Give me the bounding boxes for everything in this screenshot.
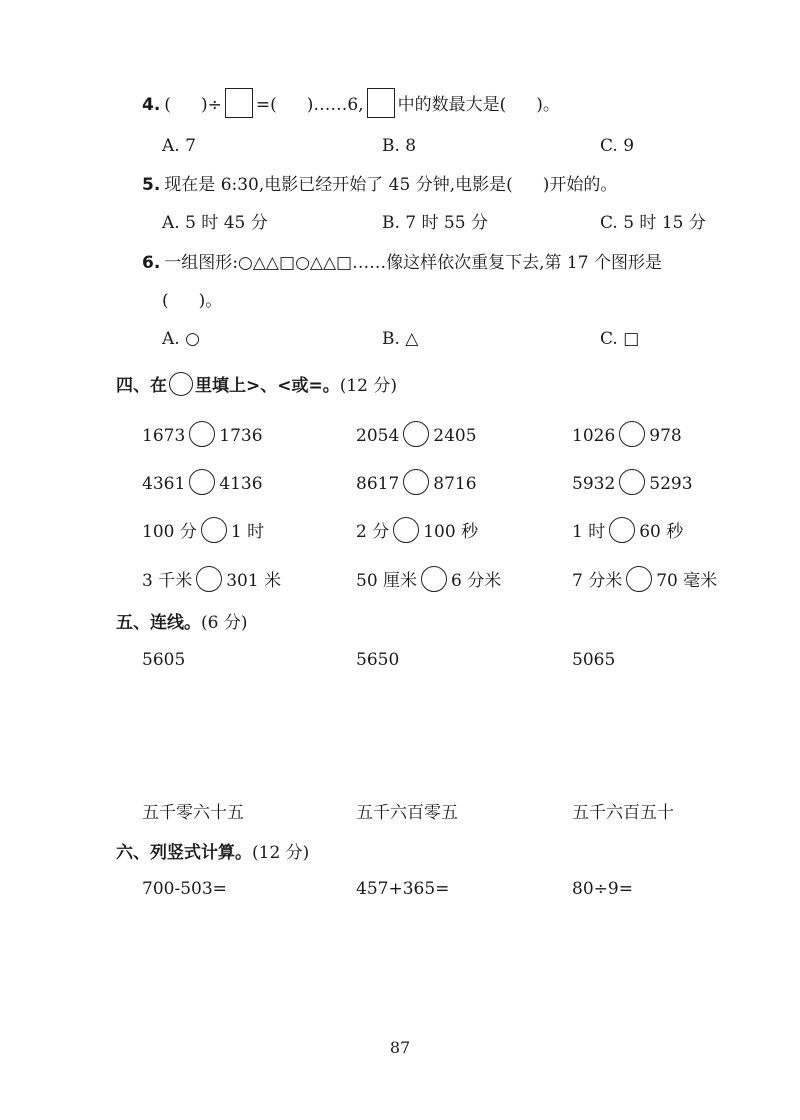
question-5 [142, 177, 617, 194]
left-value: 1026 [572, 425, 616, 446]
right-value: 2405 [433, 425, 477, 446]
compare-item [572, 519, 683, 545]
right-value: 978 [649, 425, 682, 446]
option-a[interactable]: A. ○ [162, 329, 200, 349]
left-value: 1 时 [572, 521, 606, 542]
answer-box[interactable] [225, 88, 253, 118]
question-text-end: )开始的。 [542, 175, 618, 195]
left-value: 50 厘米 [356, 570, 418, 591]
answer-circle[interactable] [189, 469, 215, 495]
calc-problem: 457+365= [356, 879, 450, 899]
equal-sign: = [255, 94, 271, 115]
option-a[interactable]: A. 5 时 45 分 [162, 213, 268, 233]
compare-item [142, 471, 263, 497]
compare-item [356, 471, 477, 497]
calc-problem: 80÷9= [572, 879, 633, 899]
answer-circle[interactable] [609, 517, 635, 543]
left-value: 5932 [572, 473, 616, 494]
question-6-answer [162, 293, 222, 310]
left-value: 2 分 [356, 521, 390, 542]
compare-item [142, 423, 263, 449]
question-number: 5. [142, 175, 161, 195]
question-text: 现在是 6:30,电影已经开始了 45 分钟,电影是( [164, 175, 513, 195]
option-c[interactable]: C. □ [600, 329, 640, 349]
left-value: 7 分米 [572, 570, 623, 591]
heading-prefix: 四、在 [116, 375, 167, 396]
match-number[interactable]: 5605 [142, 650, 186, 670]
paren-close: )。 [198, 291, 223, 311]
option-b[interactable]: B. △ [382, 329, 419, 349]
right-value: 6 分米 [451, 570, 502, 591]
section-6-heading [116, 845, 309, 862]
paren-open: ( [270, 94, 277, 115]
right-value: 100 秒 [423, 521, 479, 542]
divide-sign: ÷ [207, 94, 222, 115]
compare-item [142, 519, 264, 545]
compare-item [142, 568, 281, 594]
left-value: 4361 [142, 473, 186, 494]
option-c[interactable]: C. 5 时 15 分 [600, 213, 706, 233]
compare-item [572, 568, 717, 594]
heading-suffix: 里填上>、<或=。 [195, 375, 340, 396]
answer-circle[interactable] [196, 566, 222, 592]
heading-title: 六、列竖式计算。 [116, 843, 252, 863]
answer-circle[interactable] [421, 566, 447, 592]
answer-circle[interactable] [403, 421, 429, 447]
paren-close: ) [306, 94, 314, 115]
score: (6 分) [201, 613, 248, 633]
option-b[interactable]: B. 7 时 55 分 [382, 213, 488, 233]
left-value: 3 千米 [142, 570, 193, 591]
paren-close: ) [200, 94, 208, 115]
right-value: 60 秒 [639, 521, 684, 542]
answer-box[interactable] [367, 88, 395, 118]
answer-circle[interactable] [201, 517, 227, 543]
right-value: 70 毫米 [656, 570, 718, 591]
section-5-heading [116, 615, 247, 632]
question-number: 4. [142, 94, 161, 115]
answer-circle[interactable] [189, 421, 215, 447]
match-word[interactable]: 五千零六十五 [142, 803, 244, 823]
question-text-end: )。 [536, 94, 560, 115]
compare-item [356, 568, 501, 594]
answer-circle[interactable] [403, 469, 429, 495]
answer-circle[interactable] [619, 421, 645, 447]
answer-circle[interactable] [619, 469, 645, 495]
match-number[interactable]: 5065 [572, 650, 616, 670]
question-text: 中的数最大是( [397, 94, 507, 115]
compare-item [572, 423, 682, 449]
option-b[interactable]: B. 8 [382, 136, 417, 156]
right-value: 8716 [433, 473, 477, 494]
score: (12 分) [252, 843, 310, 863]
right-value: 1 时 [230, 521, 265, 542]
heading-title: 五、连线。 [116, 613, 201, 633]
compare-item [356, 519, 478, 545]
score: (12 分) [339, 375, 398, 396]
circle-icon [169, 372, 193, 396]
question-6 [142, 255, 662, 272]
match-word[interactable]: 五千六百五十 [572, 803, 674, 823]
answer-circle[interactable] [393, 517, 419, 543]
option-a[interactable]: A. 7 [162, 136, 196, 156]
match-word[interactable]: 五千六百零五 [356, 803, 458, 823]
right-value: 1736 [219, 425, 263, 446]
right-value: 301 米 [226, 570, 282, 591]
question-text: 一组图形:○△△□○△△□……像这样依次重复下去,第 17 个图形是 [164, 253, 662, 273]
page-number: 87 [389, 1038, 411, 1057]
calc-problem: 700-503= [142, 879, 227, 899]
section-4-heading [116, 374, 397, 398]
compare-item [572, 471, 693, 497]
left-value: 2054 [356, 425, 400, 446]
paren-open: ( [162, 291, 169, 311]
left-value: 1673 [142, 425, 186, 446]
compare-item [356, 423, 477, 449]
option-c[interactable]: C. 9 [600, 136, 635, 156]
remainder-text: ……6, [313, 94, 364, 115]
match-number[interactable]: 5650 [356, 650, 400, 670]
right-value: 4136 [219, 473, 263, 494]
paren-open: ( [164, 94, 171, 115]
question-number: 6. [142, 253, 161, 273]
question-4 [142, 90, 560, 120]
right-value: 5293 [649, 473, 693, 494]
left-value: 100 分 [142, 521, 197, 542]
left-value: 8617 [356, 473, 400, 494]
answer-circle[interactable] [626, 566, 652, 592]
